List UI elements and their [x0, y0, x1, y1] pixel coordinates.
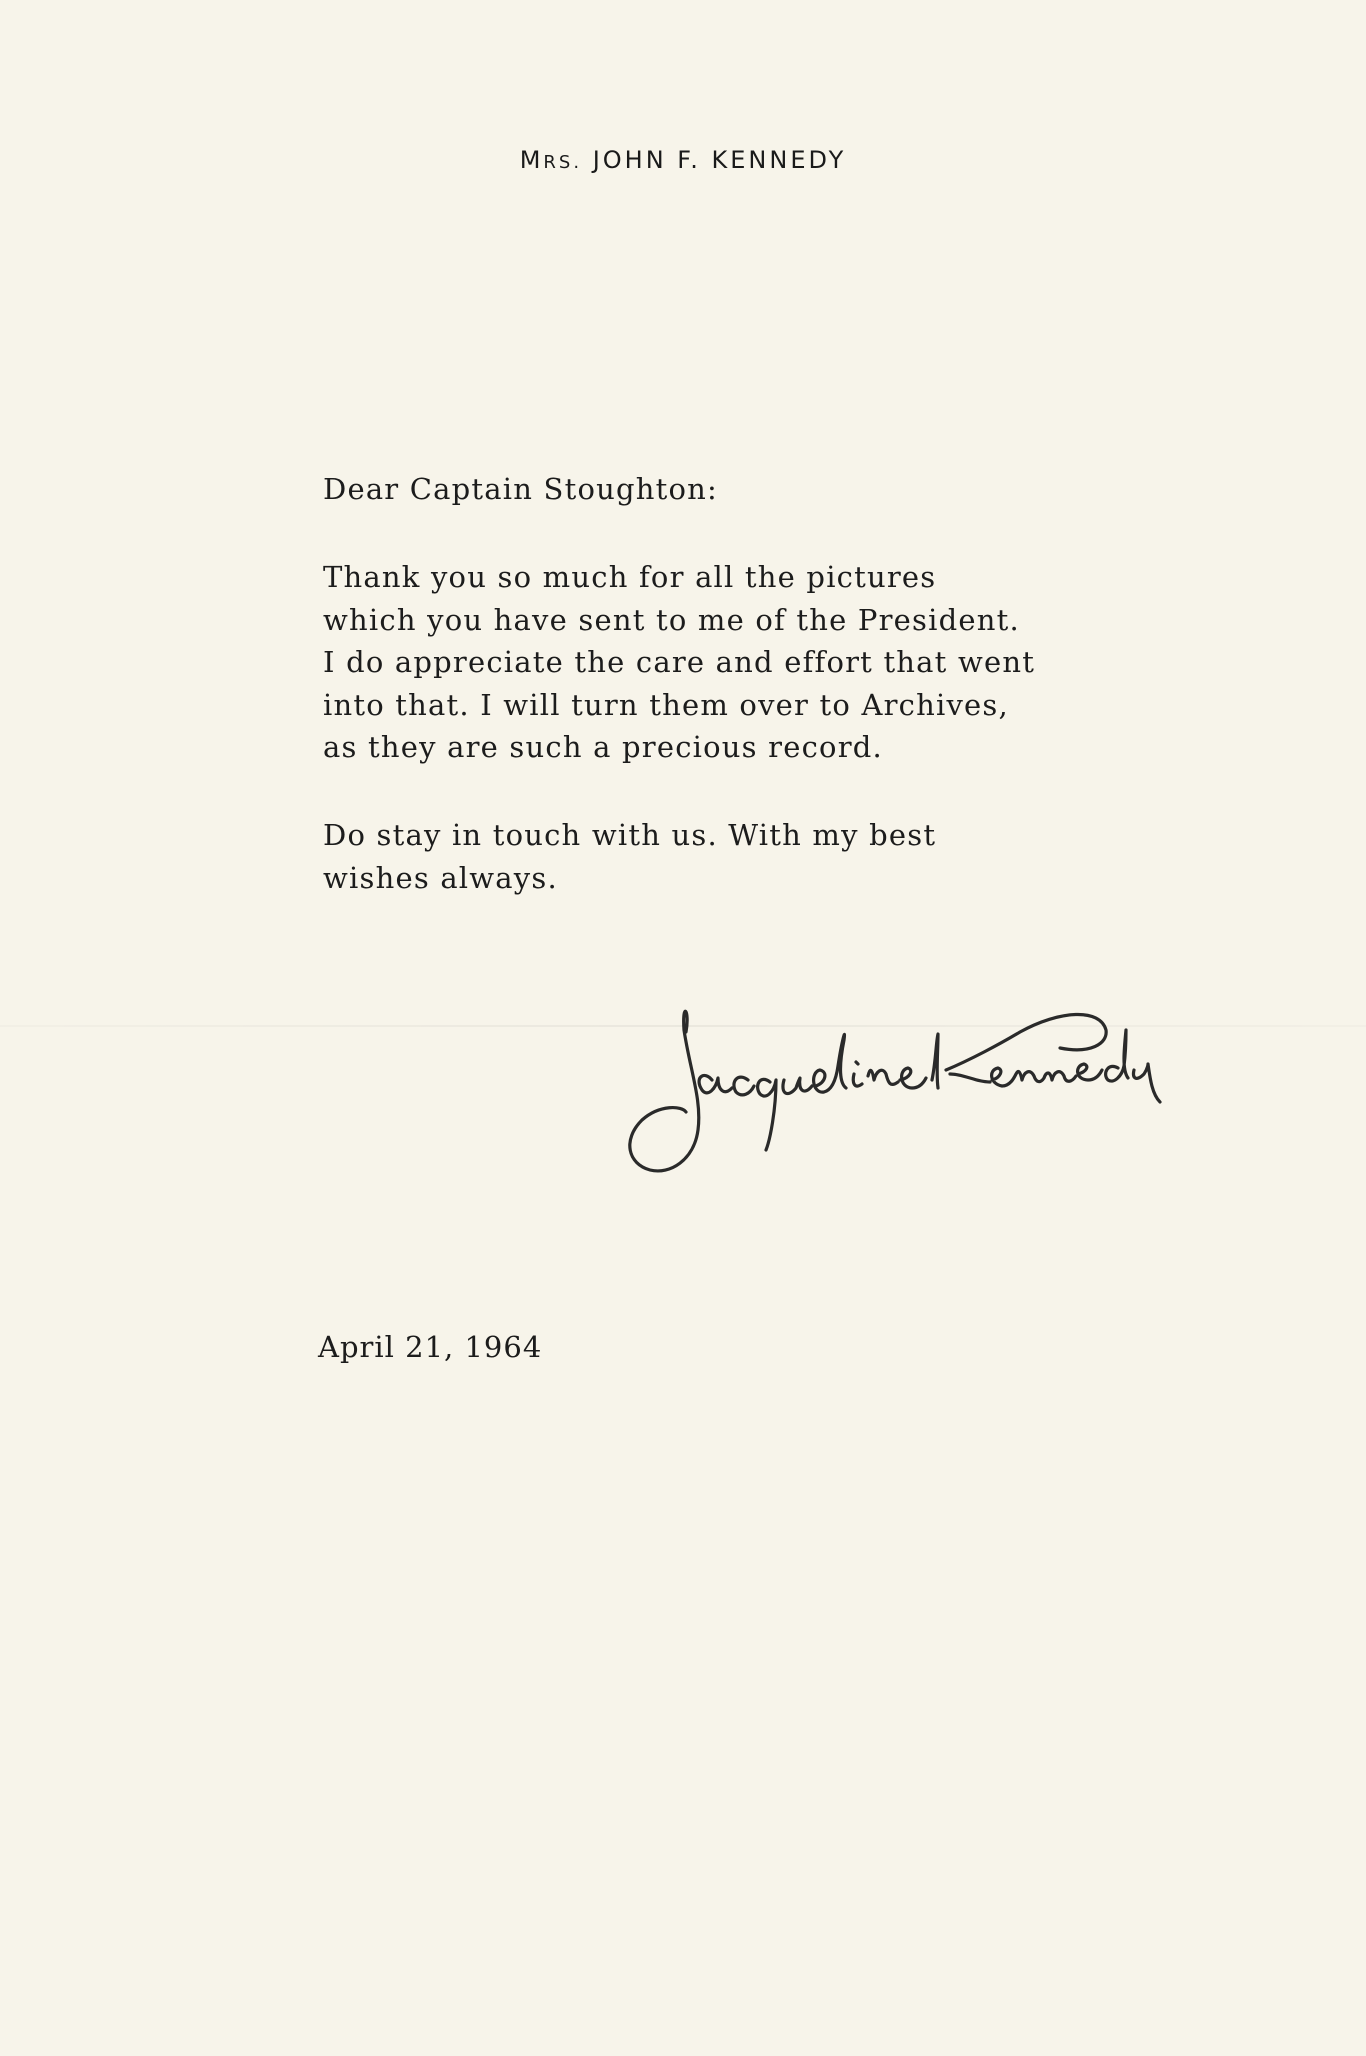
paragraph-2-line: wishes always.: [323, 860, 558, 895]
paragraph-1-line: Thank you so much for all the pictures: [323, 560, 937, 594]
paragraph-1-line: as they are such a precious record.: [323, 730, 883, 764]
paragraph-1-line: which you have sent to me of the President.: [323, 602, 1020, 637]
salutation: Dear Captain Stoughton:: [323, 472, 718, 506]
paragraph-2-line: Do stay in touch with us. With my best: [323, 818, 937, 852]
letterhead: [0, 146, 1366, 174]
handwritten-signature: [620, 970, 1200, 1200]
letterhead-prefix-initial: M: [519, 146, 544, 174]
paragraph-1-line: I do appreciate the care and effort that went: [323, 645, 1036, 679]
letterhead-prefix-rest: RS.: [543, 152, 583, 173]
paragraph-1-line: into that. I will turn them over to Archives,: [323, 687, 1009, 722]
letterhead-name: JOHN F. KENNEDY: [592, 146, 847, 174]
letter-date: April 21, 1964: [318, 1330, 543, 1364]
paragraph-1: [323, 556, 1223, 769]
paragraph-2: [323, 814, 1223, 899]
